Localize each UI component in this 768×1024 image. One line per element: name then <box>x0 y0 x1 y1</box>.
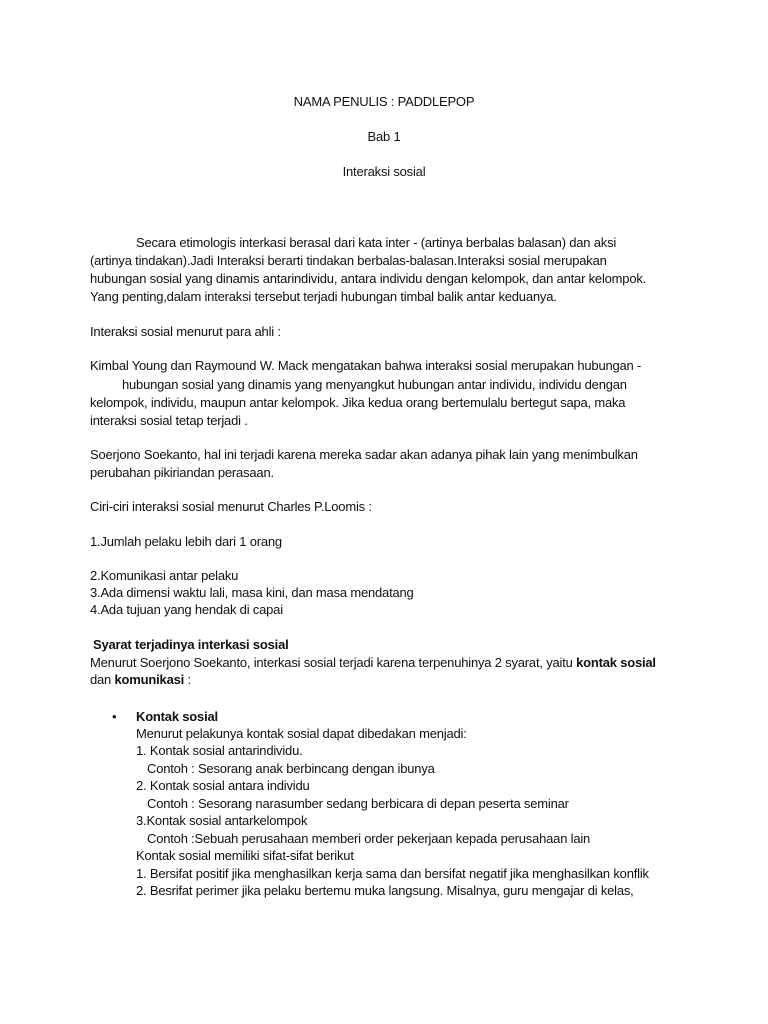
syarat-text: dan <box>90 672 115 687</box>
intro-line: Secara etimologis interkasi berasal dari kata inter - (artinya berbalas balasan) dan aksi <box>136 235 617 250</box>
kontak-line: 1. Bersifat positif jika menghasilkan kerja sama dan bersifat negatif jika menghasilkan konflik <box>136 866 649 881</box>
loomis-item: 4.Ada tujuan yang hendak di capai <box>90 602 283 617</box>
kontak-example: Contoh :Sebuah perusahaan memberi order pekerjaan kepada perusahaan lain <box>147 831 591 846</box>
kontak-example: Contoh : Sesorang narasumber sedang berbicara di depan peserta seminar <box>147 796 569 811</box>
kontak-line: 1. Kontak sosial antarindividu. <box>136 743 303 758</box>
young-mack-line: kelompok, individu, maupun antar kelompok. Jika kedua orang bertemulalu bertegut sapa, maka <box>90 395 626 410</box>
soekanto-line: Soerjono Soekanto, hal ini terjadi karena mereka sadar akan adanya pihak lain yang menimbulkan <box>90 447 638 462</box>
page-title: Interaksi sosial <box>342 164 426 179</box>
kontak-line: 3.Kontak sosial antarkelompok <box>136 813 308 828</box>
intro-line: Yang penting,dalam interaksi tersebut terjadi hubungan timbal balik antar keduanya. <box>90 289 557 304</box>
syarat-line <box>90 672 191 688</box>
young-mack-line: Kimbal Young dan Raymound W. Mack mengatakan bahwa interaksi sosial merupakan hubungan - <box>90 358 642 373</box>
syarat-text: : <box>184 672 191 687</box>
syarat-text: Menurut Soerjono Soekanto, interkasi sosial terjadi karena terpenuhinya 2 syarat, yaitu <box>90 655 577 670</box>
loomis-item: 2.Komunikasi antar pelaku <box>90 568 239 583</box>
kontak-line: 2. Kontak sosial antara individu <box>136 778 310 793</box>
kontak-line: Kontak sosial memiliki sifat-sifat berikut <box>136 848 354 863</box>
intro-line: hubungan sosial yang dinamis antarindividu, antara individu dengan kelompok, dan antar kelompok. <box>90 271 647 286</box>
kontak-line: Menurut pelakunya kontak sosial dapat dibedakan menjadi: <box>136 726 467 741</box>
syarat-bold-term: kontak sosial <box>576 655 656 670</box>
loomis-heading: Ciri-ciri interaksi sosial menurut Charles P.Loomis : <box>90 499 372 514</box>
loomis-item: 3.Ada dimensi waktu lali, masa kini, dan masa mendatang <box>90 585 414 600</box>
kontak-example: Contoh : Sesorang anak berbincang dengan ibunya <box>147 761 435 776</box>
kontak-line: 2. Besrifat perimer jika pelaku bertemu muka langsung. Misalnya, guru mengajar di kelas, <box>136 883 634 898</box>
syarat-heading: Syarat terjadinya interkasi sosial <box>93 637 289 652</box>
young-mack-line: hubungan sosial yang dinamis yang menyangkut hubungan antar individu, individu dengan <box>122 377 627 392</box>
soekanto-line: perubahan pikiriandan perasaan. <box>90 465 274 480</box>
kontak-heading: Kontak sosial <box>136 709 218 724</box>
bullet-icon: • <box>112 709 117 724</box>
chapter-heading: Bab 1 <box>367 129 401 144</box>
author-line: NAMA PENULIS : PADDLEPOP <box>293 94 475 109</box>
syarat-line <box>90 655 656 671</box>
experts-heading: Interaksi sosial menurut para ahli : <box>90 324 281 339</box>
young-mack-line: interaksi sosial tetap terjadi . <box>90 413 248 428</box>
intro-line: (artinya tindakan).Jadi Interaksi berarti tindakan berbalas-balasan.Interaksi sosial merupakan <box>90 253 607 268</box>
syarat-bold-term: komunikasi <box>114 672 185 687</box>
loomis-item: 1.Jumlah pelaku lebih dari 1 orang <box>90 534 282 549</box>
